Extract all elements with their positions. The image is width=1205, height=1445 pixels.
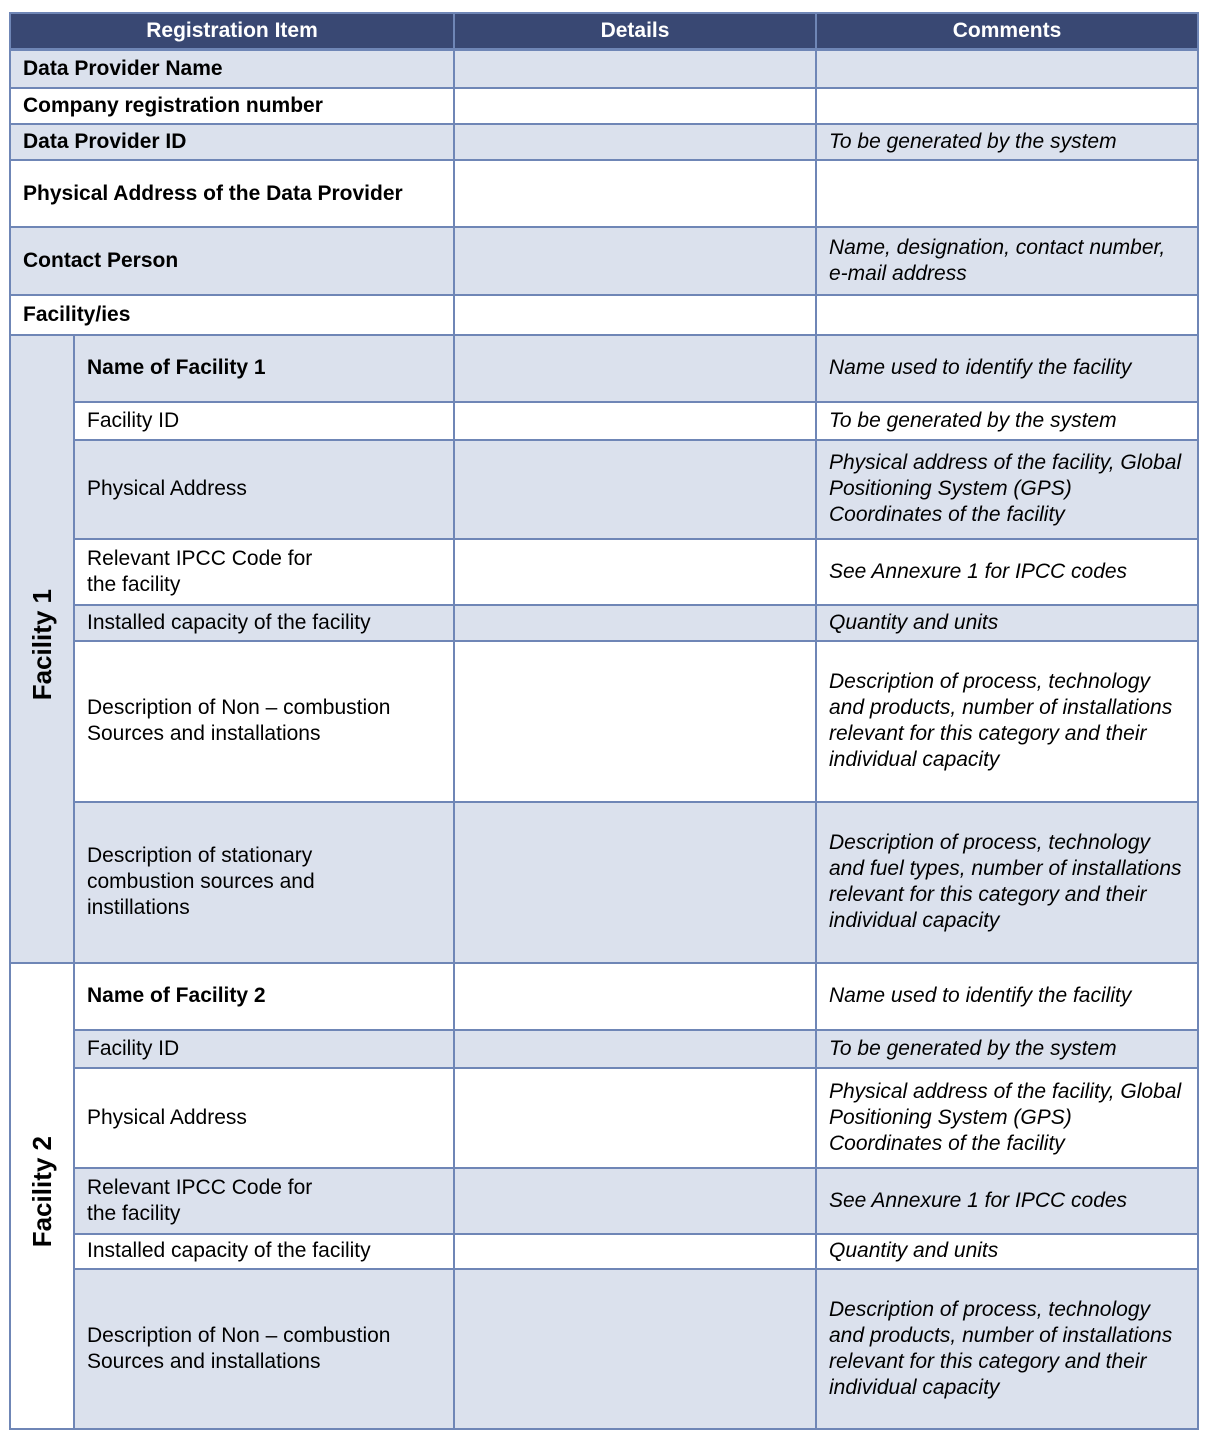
details-cell[interactable]: [454, 802, 816, 963]
table-row: [10, 963, 1198, 1030]
row-item: Data Provider ID: [10, 124, 454, 160]
details-cell[interactable]: [454, 641, 816, 802]
row-item: Description of Non – combustion Sources and installations: [74, 1269, 454, 1429]
table-row: [10, 802, 1198, 963]
details-cell[interactable]: [454, 160, 816, 227]
details-cell[interactable]: [454, 1269, 816, 1429]
details-cell[interactable]: [454, 227, 816, 295]
comment-cell: See Annexure 1 for IPCC codes: [816, 539, 1198, 605]
table-row: [10, 295, 1198, 335]
facility-1-label: Facility 1: [27, 589, 57, 701]
table-row: [10, 539, 1198, 605]
details-cell[interactable]: [454, 1068, 816, 1168]
row-item: Name of Facility 2: [74, 963, 454, 1030]
details-cell[interactable]: [454, 1168, 816, 1234]
comment-cell: To be generated by the system: [816, 124, 1198, 160]
comment-cell: Quantity and units: [816, 1234, 1198, 1269]
table-row: [10, 1269, 1198, 1429]
row-item: Data Provider Name: [10, 50, 454, 88]
facility-1-group-label: [10, 335, 74, 963]
row-item: Description of Non – combustion Sources and installations: [74, 641, 454, 802]
details-cell[interactable]: [454, 539, 816, 605]
table-row: [10, 1068, 1198, 1168]
row-item: Facility ID: [74, 402, 454, 440]
comment-cell: [816, 88, 1198, 124]
comment-cell: Name used to identify the facility: [816, 963, 1198, 1030]
details-cell[interactable]: [454, 1234, 816, 1269]
details-cell[interactable]: [454, 295, 816, 335]
registration-table: [9, 12, 1199, 1430]
row-item: Contact Person: [10, 227, 454, 295]
comment-cell: Physical address of the facility, Global Positioning System (GPS) Coordinates of the facility: [816, 440, 1198, 539]
comment-cell: See Annexure 1 for IPCC codes: [816, 1168, 1198, 1234]
table-row: [10, 1234, 1198, 1269]
table-row: [10, 440, 1198, 539]
row-item: Installed capacity of the facility: [74, 605, 454, 641]
row-item: Company registration number: [10, 88, 454, 124]
row-item: Relevant IPCC Code for the facility: [74, 1168, 454, 1234]
details-cell[interactable]: [454, 402, 816, 440]
table-row: [10, 1168, 1198, 1234]
details-cell[interactable]: [454, 605, 816, 641]
details-cell[interactable]: [454, 963, 816, 1030]
details-cell[interactable]: [454, 335, 816, 402]
details-cell[interactable]: [454, 88, 816, 124]
comment-cell: [816, 50, 1198, 88]
comment-cell: Description of process, technology and products, number of installations relevant for this category and their individual capacity: [816, 641, 1198, 802]
details-cell[interactable]: [454, 124, 816, 160]
table-row: [10, 88, 1198, 124]
table-row: [10, 402, 1198, 440]
comment-cell: To be generated by the system: [816, 1030, 1198, 1068]
table-row: [10, 641, 1198, 802]
row-item: Installed capacity of the facility: [74, 1234, 454, 1269]
table-row: [10, 124, 1198, 160]
details-cell[interactable]: [454, 50, 816, 88]
row-item: Description of stationary combustion sources and instillations: [74, 802, 454, 963]
row-item: Relevant IPCC Code for the facility: [74, 539, 454, 605]
row-item: Name of Facility 1: [74, 335, 454, 402]
comment-cell: [816, 160, 1198, 227]
table-row: [10, 335, 1198, 402]
row-item: Physical Address: [74, 440, 454, 539]
details-cell[interactable]: [454, 1030, 816, 1068]
row-item: Facility ID: [74, 1030, 454, 1068]
header-row: [10, 13, 1198, 50]
comment-cell: Physical address of the facility, Global Positioning System (GPS) Coordinates of the facility: [816, 1068, 1198, 1168]
comment-cell: To be generated by the system: [816, 402, 1198, 440]
row-item: Physical Address: [74, 1068, 454, 1168]
comment-cell: Name, designation, contact number, e-mail address: [816, 227, 1198, 295]
comment-cell: [816, 295, 1198, 335]
header-details: Details: [454, 13, 816, 50]
comment-cell: Description of process, technology and products, number of installations relevant for this category and their individual capacity: [816, 1269, 1198, 1429]
comment-cell: Description of process, technology and fuel types, number of installations relevant for this category and their individual capacity: [816, 802, 1198, 963]
facility-2-label: Facility 2: [27, 1136, 57, 1248]
table-row: [10, 50, 1198, 88]
table-row: [10, 227, 1198, 295]
header-registration-item: Registration Item: [10, 13, 454, 50]
details-cell[interactable]: [454, 440, 816, 539]
facility-2-group-label: [10, 963, 74, 1429]
table-row: [10, 1030, 1198, 1068]
row-item: Physical Address of the Data Provider: [10, 160, 454, 227]
header-comments: Comments: [816, 13, 1198, 50]
row-item: Facility/ies: [10, 295, 454, 335]
table-row: [10, 160, 1198, 227]
table-row: [10, 605, 1198, 641]
comment-cell: Quantity and units: [816, 605, 1198, 641]
comment-cell: Name used to identify the facility: [816, 335, 1198, 402]
